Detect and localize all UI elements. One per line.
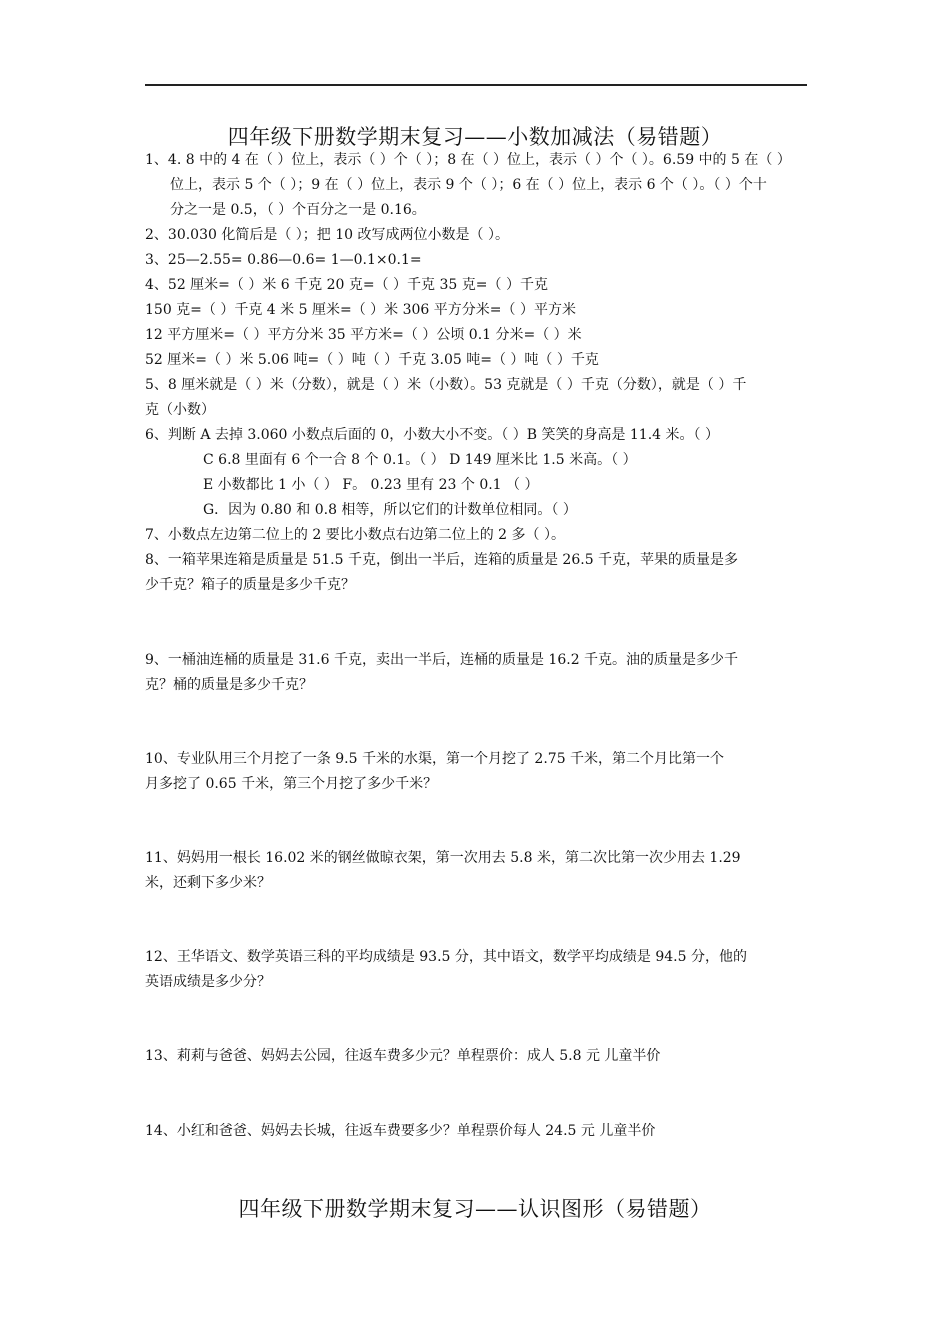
question-8-line-2: 少千克？箱子的质量是多少千克？ xyxy=(145,577,355,593)
page-title: 四年级下册数学期末复习——小数加减法（易错题） xyxy=(227,125,723,149)
question-4-line-3: 12 平方厘米=（ ）平方分米 35 平方米=（ ）公顷 0.1 分米=（ ）米 xyxy=(145,327,582,343)
question-12-line-1: 12、王华语文、数学英语三科的平均成绩是 93.5 分，其中语文，数学平均成绩是 94.5 分，他的 xyxy=(145,949,747,965)
question-13: 13、莉莉与爸爸、妈妈去公园，往返车费多少元？单程票价：成人 5.8 元 儿童半价 xyxy=(145,1048,661,1064)
question-1-line-2: 位上，表示 5 个（ ）；9 在（ ）位上，表示 9 个（ ）；6 在（ ）位上，表示 6 个（ ）。（ ）个十 xyxy=(170,177,767,193)
question-6-line-3: E 小数都比 1 小（ ） F。 0.23 里有 23 个 0.1 （ ） xyxy=(203,477,539,493)
header-rule xyxy=(145,84,807,86)
question-2: 2、30.030 化简后是（ ）；把 10 改写成两位小数是（ ）。 xyxy=(145,227,509,243)
question-11-line-2: 米，还剩下多少米？ xyxy=(145,875,271,891)
question-1-line-1: 1、4. 8 中的 4 在（ ）位上，表示（ ）个（ ）；8 在（ ）位上，表示（ ）个（ ）。6.59 中的 5 在（ ） xyxy=(145,152,791,168)
question-4-line-1: 4、52 厘米=（ ）米 6 千克 20 克=（ ）千克 35 克=（ ）千克 xyxy=(145,277,548,293)
question-10-line-2: 月多挖了 0.65 千米，第三个月挖了多少千米？ xyxy=(145,776,438,792)
question-3: 3、25—2.55= 0.86—0.6= 1—0.1×0.1= xyxy=(145,252,422,268)
question-11-line-1: 11、妈妈用一根长 16.02 米的钢丝做晾衣架，第一次用去 5.8 米，第二次比第一次少用去 1.29 xyxy=(145,850,741,866)
question-4-line-2: 150 克=（ ）千克 4 米 5 厘米=（ ）米 306 平方分米=（ ）平方米 xyxy=(145,302,576,318)
question-10-line-1: 10、专业队用三个月挖了一条 9.5 千米的水渠，第一个月挖了 2.75 千米，第二个月比第一个 xyxy=(145,751,725,767)
question-8-line-1: 8、一箱苹果连箱是质量是 51.5 千克，倒出一半后，连箱的质量是 26.5 千克，苹果的质量是多 xyxy=(145,552,739,568)
question-6-line-4: G．因为 0.80 和 0.8 相等，所以它们的计数单位相同。（ ） xyxy=(203,502,577,518)
question-12-line-2: 英语成绩是多少分？ xyxy=(145,974,271,990)
question-14: 14、小红和爸爸、妈妈去长城，往返车费要多少？单程票价每人 24.5 元 儿童半价 xyxy=(145,1123,656,1139)
question-5-line-1: 5、8 厘米就是（ ）米（分数），就是（ ）米（小数）。53 克就是（ ）千克（分数），就是（ ）千 xyxy=(145,377,747,393)
question-7: 7、小数点左边第二位上的 2 要比小数点右边第二位上的 2 多（ ）。 xyxy=(145,527,565,543)
question-6-line-1: 6、判断 A 去掉 3.060 小数点后面的 0，小数大小不变。（ ）B 笑笑的身高是 11.4 米。（ ） xyxy=(145,427,719,443)
question-9-line-2: 克？桶的质量是多少千克？ xyxy=(145,677,313,693)
question-9-line-1: 9、一桶油连桶的质量是 31.6 千克，卖出一半后，连桶的质量是 16.2 千克。油的质量是多少千 xyxy=(145,652,739,668)
question-1-line-3: 分之一是 0.5，（ ）个百分之一是 0.16。 xyxy=(170,202,426,218)
question-6-line-2: C 6.8 里面有 6 个一合 8 个 0.1。（ ） D 149 厘米比 1.5 米高。（ ） xyxy=(203,452,637,468)
section-2-title: 四年级下册数学期末复习——认识图形（易错题） xyxy=(238,1197,712,1221)
question-5-line-2: 克（小数） xyxy=(145,402,215,418)
question-4-line-4: 52 厘米=（ ）米 5.06 吨=（ ）吨（ ）千克 3.05 吨=（ ）吨（ ）千克 xyxy=(145,352,599,368)
